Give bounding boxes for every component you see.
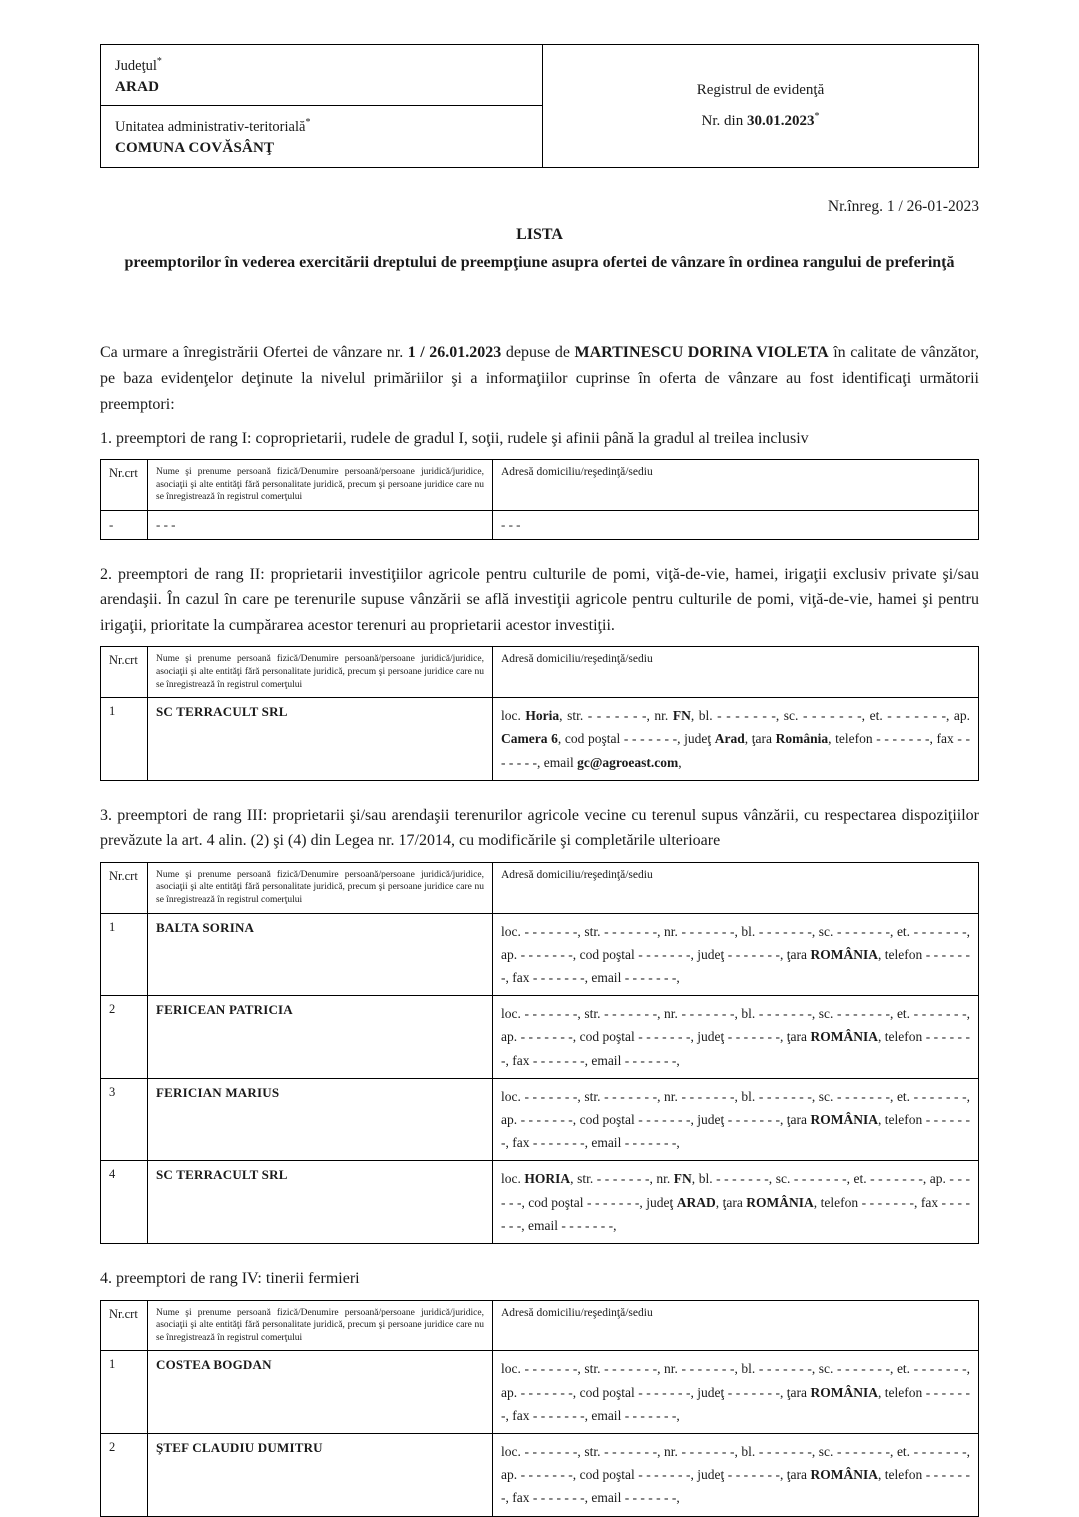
seller-name: MARTINESCU DORINA VIOLETA <box>574 343 829 361</box>
column-header-address: Adresă domiciliu/reşedinţă/sediu <box>493 647 979 698</box>
column-header-address: Adresă domiciliu/reşedinţă/sediu <box>493 1300 979 1351</box>
cell-name: FERICIAN MARIUS <box>148 1078 493 1161</box>
table-row <box>101 996 979 1079</box>
uat-cell <box>101 106 542 167</box>
table-row <box>101 1351 979 1434</box>
offer-number: 1 / 26.01.2023 <box>407 343 502 361</box>
section-heading-rang-4: 4. preemptori de rang IV: tinerii fermieri <box>100 1270 360 1288</box>
county-cell <box>101 45 542 106</box>
registry-number-line <box>702 111 820 130</box>
column-header-nr: Nr.crt <box>101 647 148 698</box>
table-row <box>101 1433 979 1516</box>
table-row <box>101 698 979 781</box>
cell-nr: 1 <box>101 698 148 781</box>
cell-name: COSTEA BOGDAN <box>148 1351 493 1434</box>
preemptors-table-rang-2 <box>100 646 979 780</box>
cell-address: loc. HORIA, str. - - - - - - -, nr. FN, bl. - - - - - - -, sc. - - - - - - -, et. - - - - - - -, ap. - - - - - -, cod poştal - - - - - - -, judeţ ARAD, ţara ROMÂNIA, telefon - - - - - - -, fax - - - - - - -, email - - - - - - -, <box>493 1161 979 1244</box>
table-header-row <box>101 1300 979 1351</box>
cell-name: SC TERRACULT SRL <box>148 1161 493 1244</box>
cell-nr: 3 <box>101 1078 148 1161</box>
cell-address: - - - <box>493 510 979 539</box>
cell-name: FERICEAN PATRICIA <box>148 996 493 1079</box>
column-header-address: Adresă domiciliu/reşedinţă/sediu <box>493 862 979 913</box>
table-row <box>101 1161 979 1244</box>
registry-label: Registrul de evidenţă <box>696 82 825 98</box>
table-header-row <box>101 647 979 698</box>
intro-paragraph <box>100 340 979 418</box>
section-heading-rang-3: 3. preemptori de rang III: proprietarii şi/sau arendaşii terenurilor agricole vecine cu terenul supus vânzării, cu respectarea dispoziţiilor prevăzute la art. 4 alin. (2) şi (4) din Legea nr. 17/2014, cu modificările şi completările ulterioare <box>100 806 979 850</box>
intro-part2: depuse de <box>501 343 575 361</box>
cell-name: SC TERRACULT SRL <box>148 698 493 781</box>
table-row <box>101 913 979 996</box>
cell-nr: 1 <box>101 913 148 996</box>
registry-block <box>543 45 978 167</box>
asterisk-marker: * <box>814 111 820 122</box>
cell-name: - - - <box>148 510 493 539</box>
county-label: Judeţul* <box>115 56 162 74</box>
column-header-name: Nume şi prenume persoană fizică/Denumire persoană/persoane juridică/juridice, asociaţii şi alte entităţi fără personalitate juridică, precum şi persoane juridice care nu se înregistrează în registrul comerţului <box>148 460 493 511</box>
cell-nr: 2 <box>101 996 148 1079</box>
intro-part1: Ca urmare a înregistrării Ofertei de vânzare nr. <box>100 343 408 361</box>
cell-address: loc. - - - - - - -, str. - - - - - - -, nr. - - - - - - -, bl. - - - - - - -, sc. - - - - - - -, et. - - - - - - -, ap. - - - - - - -, cod poştal - - - - - - -, judeţ - - - - - - -, ţara ROMÂNIA, telefon - - - - - - -, fax - - - - - - -, email - - - - - - -, <box>493 1433 979 1516</box>
table-header-row <box>101 862 979 913</box>
preemptors-table-rang-1 <box>100 459 979 540</box>
uat-label: Unitatea administrativ-teritorială* <box>115 117 311 135</box>
table-header-row <box>101 460 979 511</box>
document-page <box>0 44 1079 1517</box>
column-header-name: Nume şi prenume persoană fizică/Denumire persoană/persoane juridică/juridice, asociaţii şi alte entităţi fără personalitate juridică, precum şi persoane juridice care nu se înregistrează în registrul comerţului <box>148 1300 493 1351</box>
document-header <box>100 44 979 168</box>
cell-nr: 1 <box>101 1351 148 1434</box>
cell-address: loc. - - - - - - -, str. - - - - - - -, nr. - - - - - - -, bl. - - - - - - -, sc. - - - - - - -, et. - - - - - - -, ap. - - - - - - -, cod poştal - - - - - - -, judeţ - - - - - - -, ţara ROMÂNIA, telefon - - - - - - -, fax - - - - - - -, email - - - - - - -, <box>493 913 979 996</box>
table-row <box>101 1078 979 1161</box>
intro-part3: în calitate de vânzător, pe baza evidenţelor deţinute la nivelul primăriilor şi a informaţiilor cuprinse în oferta de vânzare au fost identificaţi următorii preemptori: <box>100 343 980 413</box>
column-header-address: Adresă domiciliu/reşedinţă/sediu <box>493 460 979 511</box>
section-heading-rang-2: 2. preemptori de rang II: proprietarii investiţiilor agricole pentru culturile de pomi, viţă-de-vie, hamei, irigaţii exclusiv private şi/sau arendaşii. În cazul în care pe terenurile supuse vânzării se află investiţii agricole pentru culturile de pomi, viţă-de-vie, hamei şi pentru irigaţii, prioritate la cumpărarea acestor terenuri au proprietarii acestor investiţii. <box>100 565 979 634</box>
page-title: LISTA <box>516 226 563 243</box>
cell-address: loc. - - - - - - -, str. - - - - - - -, nr. - - - - - - -, bl. - - - - - - -, sc. - - - - - - -, et. - - - - - - -, ap. - - - - - - -, cod poştal - - - - - - -, judeţ - - - - - - -, ţara ROMÂNIA, telefon - - - - - - -, fax - - - - - - -, email - - - - - - -, <box>493 1351 979 1434</box>
registration-number: Nr.înreg. 1 / 26-01-2023 <box>827 198 979 215</box>
cell-address: loc. - - - - - - -, str. - - - - - - -, nr. - - - - - - -, bl. - - - - - - -, sc. - - - - - - -, et. - - - - - - -, ap. - - - - - - -, cod poştal - - - - - - -, judeţ - - - - - - -, ţara ROMÂNIA, telefon - - - - - - -, fax - - - - - - -, email - - - - - - -, <box>493 996 979 1079</box>
asterisk-marker: * <box>305 117 311 128</box>
registry-number-prefix: Nr. din <box>701 113 744 129</box>
uat-value: COMUNA COVĂSÂNŢ <box>115 139 275 156</box>
table-row <box>101 510 979 539</box>
column-header-nr: Nr.crt <box>101 1300 148 1351</box>
cell-name: ŞTEF CLAUDIU DUMITRU <box>148 1433 493 1516</box>
column-header-name: Nume şi prenume persoană fizică/Denumire persoană/persoane juridică/juridice, asociaţii şi alte entităţi fără personalitate juridică, precum şi persoane juridice care nu se înregistrează în registrul comerţului <box>148 647 493 698</box>
cell-nr: 2 <box>101 1433 148 1516</box>
preemptors-table-rang-3 <box>100 862 979 1244</box>
asterisk-marker: * <box>156 56 162 67</box>
cell-nr: - <box>101 510 148 539</box>
preemptors-table-rang-4 <box>100 1300 979 1517</box>
registry-date: 30.01.2023 <box>746 113 815 129</box>
county-value: ARAD <box>115 78 160 95</box>
cell-nr: 4 <box>101 1161 148 1244</box>
sections-container <box>0 426 1079 1517</box>
column-header-nr: Nr.crt <box>101 460 148 511</box>
column-header-nr: Nr.crt <box>101 862 148 913</box>
cell-address: loc. - - - - - - -, str. - - - - - - -, nr. - - - - - - -, bl. - - - - - - -, sc. - - - - - - -, et. - - - - - - -, ap. - - - - - - -, cod poştal - - - - - - -, judeţ - - - - - - -, ţara ROMÂNIA, telefon - - - - - - -, fax - - - - - - -, email - - - - - - -, <box>493 1078 979 1161</box>
section-heading-rang-1: 1. preemptori de rang I: coproprietarii, rudele de gradul I, soţii, rudele şi afinii până la gradul al treilea inclusiv <box>100 429 809 447</box>
cell-name: BALTA SORINA <box>148 913 493 996</box>
page-subtitle: preemptorilor în vederea exercitării dreptului de preempţiune asupra ofertei de vânzare în ordinea rangului de preferinţă <box>124 254 955 271</box>
cell-address: loc. Horia, str. - - - - - - -, nr. FN, bl. - - - - - - -, sc. - - - - - - -, et. - - - - - - -, ap. Camera 6, cod poştal - - - - - - -, judeţ Arad, ţara România, telefon - - - - - - -, fax - - - - - - -, email gc@agroeast.com, <box>493 698 979 781</box>
column-header-name: Nume şi prenume persoană fizică/Denumire persoană/persoane juridică/juridice, asociaţii şi alte entităţi fără personalitate juridică, precum şi persoane juridice care nu se înregistrează în registrul comerţului <box>148 862 493 913</box>
header-left-block <box>101 45 543 167</box>
